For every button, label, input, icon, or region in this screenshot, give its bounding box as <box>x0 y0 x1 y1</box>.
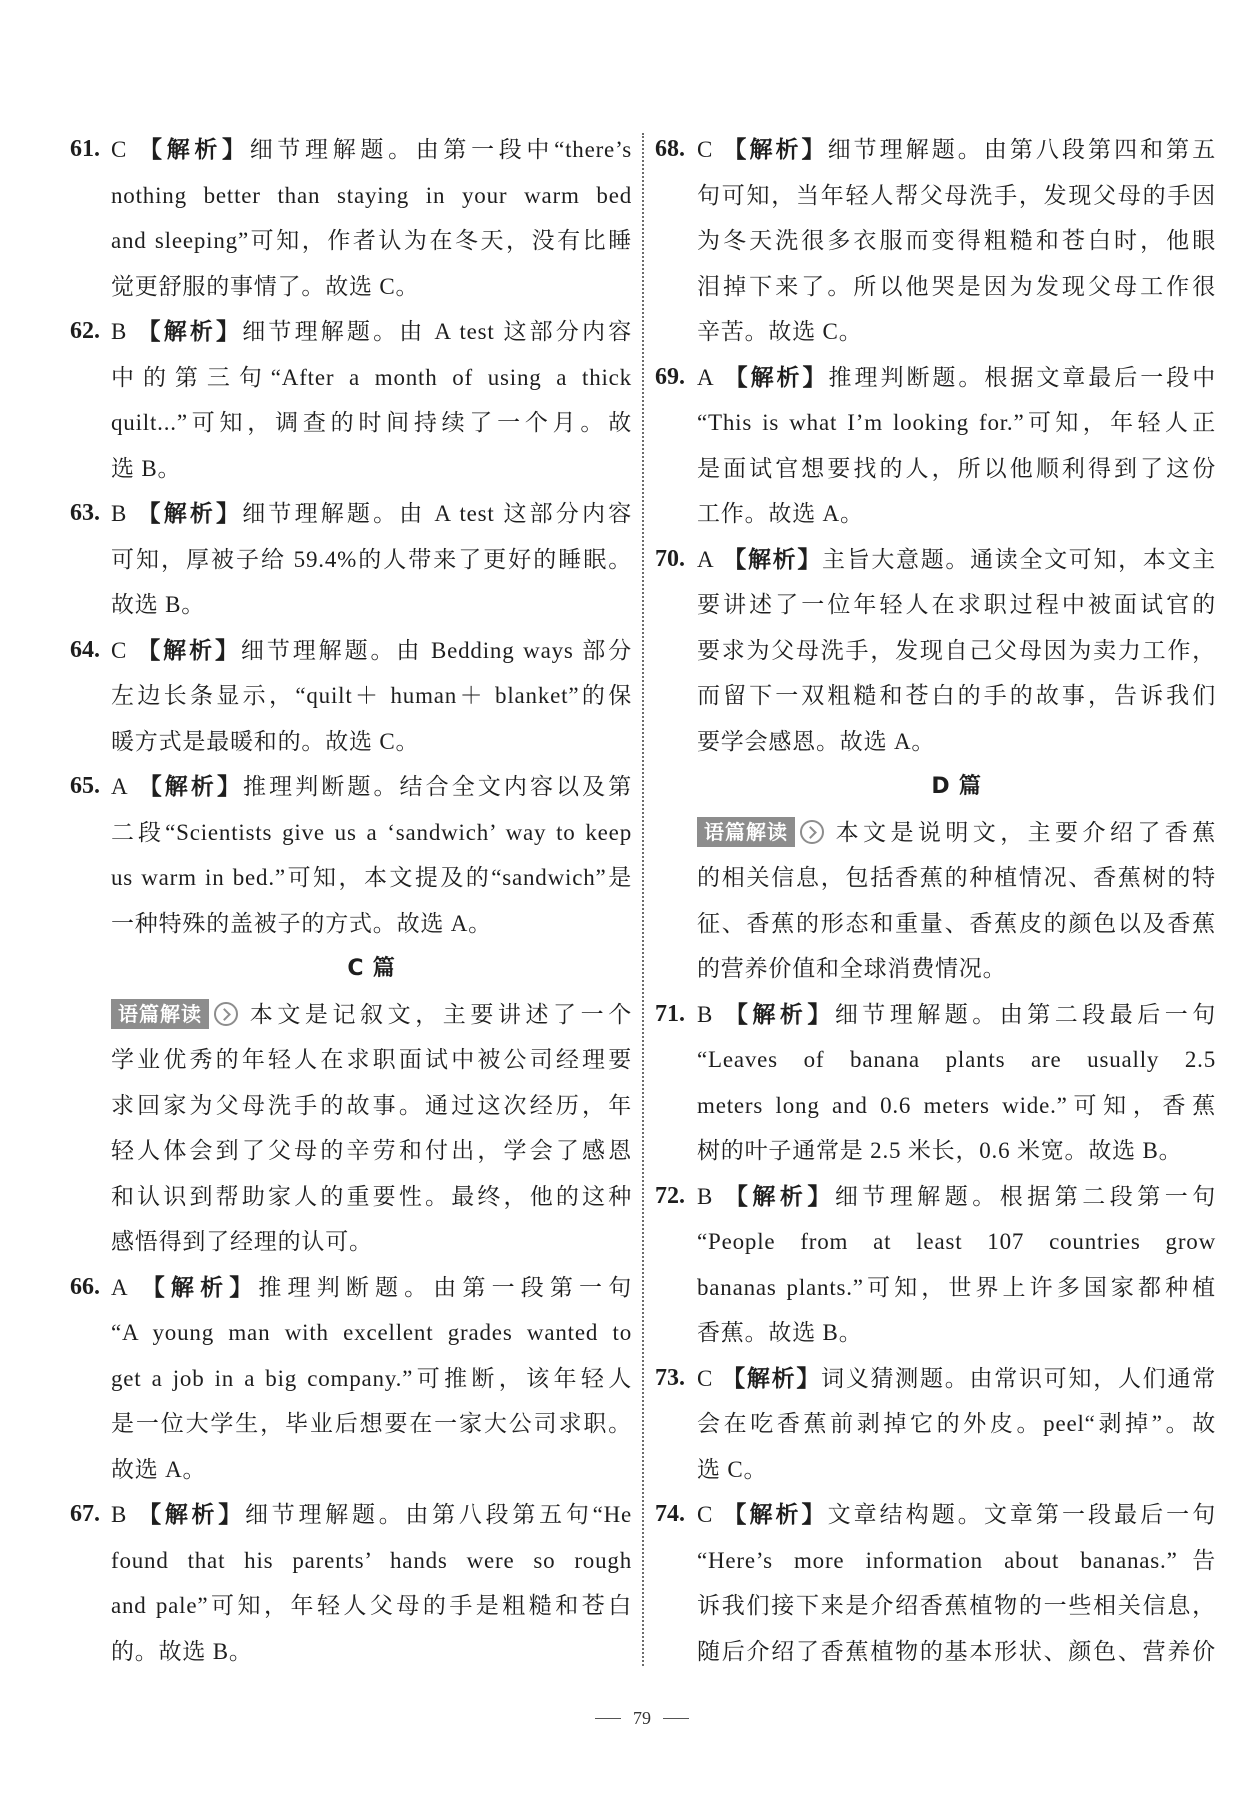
text-line <box>655 355 1217 401</box>
text-line <box>111 1310 632 1356</box>
analysis-tag: 【解析】 <box>136 1274 259 1300</box>
line-text: 细节理解题。由第二段最后一句 <box>834 1001 1216 1027</box>
line-text: 本文是记叙文，主要讲述了一个 <box>246 1001 632 1027</box>
line-text: 细节理解题。根据第二段第一句 <box>834 1183 1216 1209</box>
line-text: 的。故选 B。 <box>111 1638 253 1664</box>
answer-item <box>70 1265 633 1493</box>
answer-letter: C <box>697 1502 714 1527</box>
answer-letter: B <box>111 319 128 344</box>
line-text: 选 C。 <box>697 1456 768 1482</box>
line-text: 中的第三句“After a month of using a thick <box>111 364 632 390</box>
line-text: 细节理解题。由第八段第四和第五 <box>827 137 1216 162</box>
text-line <box>70 1492 633 1538</box>
text-line <box>111 173 632 219</box>
text-line <box>697 446 1216 492</box>
line-text: bananas plants.”可知，世界上许多国家都种植 <box>697 1274 1216 1300</box>
line-text: 随后介绍了香蕉植物的基本形状、颜色、营养价 <box>697 1638 1216 1664</box>
answer-letter: A <box>697 364 715 390</box>
text-line <box>697 1037 1216 1083</box>
line-text: 学业优秀的年轻人在求职面试中被公司经理要 <box>111 1047 632 1072</box>
answer-item <box>655 1356 1216 1493</box>
text-line <box>70 628 633 674</box>
answer-item <box>655 127 1216 355</box>
answer-letter: B <box>697 1183 714 1209</box>
line-text: “Here’s more information about bananas.”告 <box>697 1547 1216 1573</box>
text-line <box>111 1629 632 1675</box>
text-line <box>111 855 632 901</box>
line-text: 推理判断题。根据文章最后一段中 <box>828 364 1217 390</box>
line-text: 要求为父母洗手，发现自己父母因为卖力工作， <box>697 637 1216 663</box>
text-line <box>697 719 1216 765</box>
line-text: 和认识到帮助家人的重要性。最终，他的这种 <box>111 1183 632 1209</box>
text-line <box>111 1174 632 1220</box>
analysis-tag: 【解析】 <box>136 774 244 799</box>
passage-reading-badge: 语篇解读 <box>697 817 795 847</box>
line-text: 暖方式是最暖和的。故选 C。 <box>111 728 420 754</box>
text-line <box>111 810 632 856</box>
text-line <box>697 673 1216 719</box>
line-text: 香蕉。故选 B。 <box>697 1320 863 1345</box>
line-text: 选 B。 <box>111 455 182 481</box>
passage-reading-badge: 语篇解读 <box>111 999 209 1029</box>
answer-letter: B <box>697 1001 714 1027</box>
text-line <box>111 1083 632 1129</box>
line-text: “This is what I’m looking for.”可知，年轻人正 <box>697 410 1216 435</box>
text-line <box>70 1265 633 1311</box>
line-text: get a job in a big company.”可推断，该年轻人 <box>111 1365 632 1391</box>
text-line <box>697 1219 1216 1265</box>
analysis-tag: 【解析】 <box>722 546 823 572</box>
line-text: meters long and 0.6 meters wide.”可知，香蕉 <box>697 1092 1216 1118</box>
text-line <box>111 446 632 492</box>
text-line <box>111 719 632 765</box>
text-line <box>697 810 1216 856</box>
text-line <box>655 1174 1216 1220</box>
text-line <box>111 673 632 719</box>
line-text: 推理判断题。由第一段第一句 <box>258 1274 633 1300</box>
line-text: 细节理解题。由 Bedding ways 部分 <box>240 637 633 663</box>
right-column <box>655 127 1217 1674</box>
section-heading: D 篇 <box>931 774 982 799</box>
text-line <box>697 1538 1216 1584</box>
text-line <box>111 218 632 264</box>
line-text: 为冬天洗很多衣服而变得粗糙和苍白时，他眼 <box>697 228 1216 253</box>
text-line <box>697 1265 1216 1311</box>
line-text: 一种特殊的盖被子的方式。故选 A。 <box>111 910 492 936</box>
analysis-tag: 【解析】 <box>135 137 250 162</box>
text-line <box>697 1629 1216 1675</box>
text-line <box>111 1583 632 1629</box>
answer-item <box>70 628 633 765</box>
text-line <box>111 355 632 401</box>
line-text: 是面试官想要找的人，所以他顺利得到了这份 <box>697 455 1216 481</box>
answer-item <box>655 537 1216 765</box>
line-text: 故选 A。 <box>111 1456 207 1482</box>
text-line <box>697 582 1216 628</box>
line-text: 要讲述了一位年轻人在求职过程中被面试官的 <box>697 592 1216 617</box>
text-line <box>111 1037 632 1083</box>
text-line <box>111 901 632 947</box>
line-text: 文章结构题。文章第一段最后一句 <box>827 1502 1216 1527</box>
text-line <box>697 901 1216 947</box>
answer-letter: B <box>111 501 128 526</box>
answer-letter: C <box>697 137 714 162</box>
line-text: quilt...”可知，调查的时间持续了一个月。故 <box>111 410 632 435</box>
line-text: “People from at least 107 countries grow <box>697 1229 1216 1254</box>
passage-summary <box>111 992 632 1265</box>
line-text: us warm in bed.”可知，本文提及的“sandwich”是 <box>111 865 632 890</box>
answer-letter: C <box>697 1365 714 1391</box>
question-number: 65. <box>70 773 100 799</box>
section-heading-block <box>697 764 1216 810</box>
line-text: 左边长条显示，“quilt＋ human＋ blanket”的保 <box>111 683 632 708</box>
text-line <box>111 1401 632 1447</box>
line-text: 可知，厚被子给 59.4%的人带来了更好的睡眠。 <box>111 546 632 572</box>
text-line <box>111 1538 632 1584</box>
text-line <box>697 218 1216 264</box>
page-number: 79 <box>575 1704 709 1732</box>
line-text: 细节理解题。由第一段中“there’s <box>249 137 633 162</box>
chevron-right-circle-icon <box>800 820 824 844</box>
text-line <box>697 1128 1216 1174</box>
text-line <box>697 1401 1216 1447</box>
line-text: 轻人体会到了父母的辛劳和付出，学会了感恩 <box>111 1138 632 1163</box>
text-line <box>70 491 633 537</box>
line-text: 句可知，当年轻人帮父母洗手，发现父母的手因 <box>697 182 1216 208</box>
column-divider <box>642 133 644 1666</box>
text-line <box>697 855 1216 901</box>
line-text: 工作。故选 A。 <box>697 501 864 526</box>
text-line <box>111 264 632 310</box>
answer-letter: C <box>111 137 128 162</box>
line-text: 会在吃香蕉前剥掉它的外皮。peel“剥掉”。故 <box>697 1411 1216 1436</box>
text-line <box>111 400 632 446</box>
answer-item <box>655 1492 1216 1674</box>
question-number: 67. <box>70 1501 100 1527</box>
answer-item <box>655 992 1216 1174</box>
text-line <box>697 1310 1216 1356</box>
line-text: 辛苦。故选 C。 <box>697 319 863 344</box>
text-line <box>111 1356 632 1402</box>
line-text: “A young man with excellent grades wanted to <box>111 1320 632 1345</box>
line-text: 细节理解题。由 A test 这部分内容 <box>242 501 633 526</box>
line-text: found that his parents’ hands were so rough <box>111 1547 632 1573</box>
text-line <box>111 1128 632 1174</box>
analysis-tag: 【解析】 <box>721 1502 828 1527</box>
answer-letter: B <box>111 1502 128 1527</box>
text-line <box>70 764 633 810</box>
line-text: 感悟得到了经理的认可。 <box>111 1229 373 1254</box>
line-text: 的营养价值和全球消费情况。 <box>697 956 1007 981</box>
line-text: 诉我们接下来是介绍香蕉植物的一些相关信息， <box>697 1593 1216 1618</box>
line-text: 求回家为父母洗手的故事。通过这次经历，年 <box>111 1092 632 1118</box>
answer-item <box>70 309 633 491</box>
analysis-tag: 【解析】 <box>722 364 829 390</box>
line-text: 而留下一双粗糙和苍白的手的故事，告诉我们 <box>697 683 1216 708</box>
answer-item <box>70 1492 633 1674</box>
question-number: 73. <box>655 1364 685 1391</box>
text-line <box>111 582 632 628</box>
text-line <box>697 1447 1216 1493</box>
text-line <box>111 992 632 1038</box>
analysis-tag: 【解析】 <box>135 1502 246 1527</box>
answer-item <box>655 355 1217 537</box>
line-text: and sleeping”可知，作者认为在冬天，没有比睡 <box>111 228 632 253</box>
analysis-tag: 【解析】 <box>721 1183 835 1209</box>
analysis-tag: 【解析】 <box>721 1001 835 1027</box>
question-number: 70. <box>655 545 685 572</box>
text-line <box>697 173 1216 219</box>
line-text: and pale”可知，年轻人父母的手是粗糙和苍白 <box>111 1593 632 1618</box>
section-heading-block <box>111 946 632 992</box>
question-number: 74. <box>655 1501 685 1527</box>
question-number: 61. <box>70 136 100 162</box>
line-text: 是一位大学生，毕业后想要在一家大公司求职。 <box>111 1411 632 1436</box>
analysis-tag: 【解析】 <box>721 1365 822 1391</box>
analysis-tag: 【解析】 <box>135 319 243 344</box>
text-line <box>697 946 1216 992</box>
line-text: 细节理解题。由第八段第五句“He <box>245 1502 633 1527</box>
line-text: 的相关信息，包括香蕉的种植情况、香蕉树的特 <box>697 865 1216 890</box>
text-line <box>70 127 633 173</box>
answer-letter: A <box>111 774 129 799</box>
analysis-tag: 【解析】 <box>135 501 243 526</box>
question-number: 68. <box>655 136 685 162</box>
line-text: 树的叶子通常是 2.5 米长，0.6 米宽。故选 B。 <box>697 1138 1183 1163</box>
text-line <box>697 1583 1216 1629</box>
question-number: 64. <box>70 636 100 663</box>
section-heading: C 篇 <box>347 956 396 981</box>
answer-letter: C <box>111 637 128 663</box>
analysis-tag: 【解析】 <box>135 637 241 663</box>
question-number: 62. <box>70 318 100 344</box>
text-line <box>697 628 1216 674</box>
text-line <box>655 537 1216 583</box>
answer-letter: A <box>111 1274 129 1300</box>
line-text: 征、香蕉的形态和重量、香蕉皮的颜色以及香蕉 <box>697 910 1216 936</box>
text-line <box>655 1492 1216 1538</box>
text-line <box>697 264 1216 310</box>
line-text: 推理判断题。结合全文内容以及第 <box>243 774 633 799</box>
line-text: 泪掉下来了。所以他哭是因为发现父母工作很 <box>697 273 1216 299</box>
question-number: 72. <box>655 1182 685 1209</box>
text-line <box>655 1356 1216 1402</box>
text-line <box>697 1083 1216 1129</box>
line-text: 细节理解题。由 A test 这部分内容 <box>242 319 633 344</box>
analysis-tag: 【解析】 <box>721 137 828 162</box>
text-line <box>111 1447 632 1493</box>
line-text: nothing better than staying in your warm bed <box>111 182 632 208</box>
answer-item <box>70 491 633 628</box>
line-text: 觉更舒服的事情了。故选 C。 <box>111 273 420 299</box>
text-line <box>70 309 633 355</box>
line-text: 故选 B。 <box>111 592 206 617</box>
line-text: 二段“Scientists give us a ‘sandwich’ way to keep <box>111 819 632 845</box>
line-text: 本文是说明文，主要介绍了香蕉 <box>832 819 1216 845</box>
answer-letter: A <box>697 546 715 572</box>
passage-summary <box>697 810 1216 992</box>
line-text: “Leaves of banana plants are usually 2.5 <box>697 1047 1216 1072</box>
text-line <box>697 491 1216 537</box>
text-line <box>111 537 632 583</box>
answer-item <box>655 1174 1216 1356</box>
text-line <box>697 400 1216 446</box>
text-line <box>111 1219 632 1265</box>
line-text: 词义猜测题。由常识可知，人们通常 <box>821 1365 1216 1391</box>
answer-item <box>70 127 633 309</box>
text-line <box>655 992 1216 1038</box>
question-number: 71. <box>655 1000 685 1027</box>
answer-item <box>70 764 633 946</box>
question-number: 66. <box>70 1273 100 1300</box>
text-line <box>697 309 1216 355</box>
text-line <box>655 127 1216 173</box>
left-column <box>70 127 633 1674</box>
chevron-right-circle-icon <box>214 1002 238 1026</box>
line-text: 主旨大意题。通读全文可知，本文主 <box>822 546 1216 572</box>
line-text: 要学会感恩。故选 A。 <box>697 728 936 754</box>
question-number: 63. <box>70 500 100 526</box>
question-number: 69. <box>655 363 685 390</box>
